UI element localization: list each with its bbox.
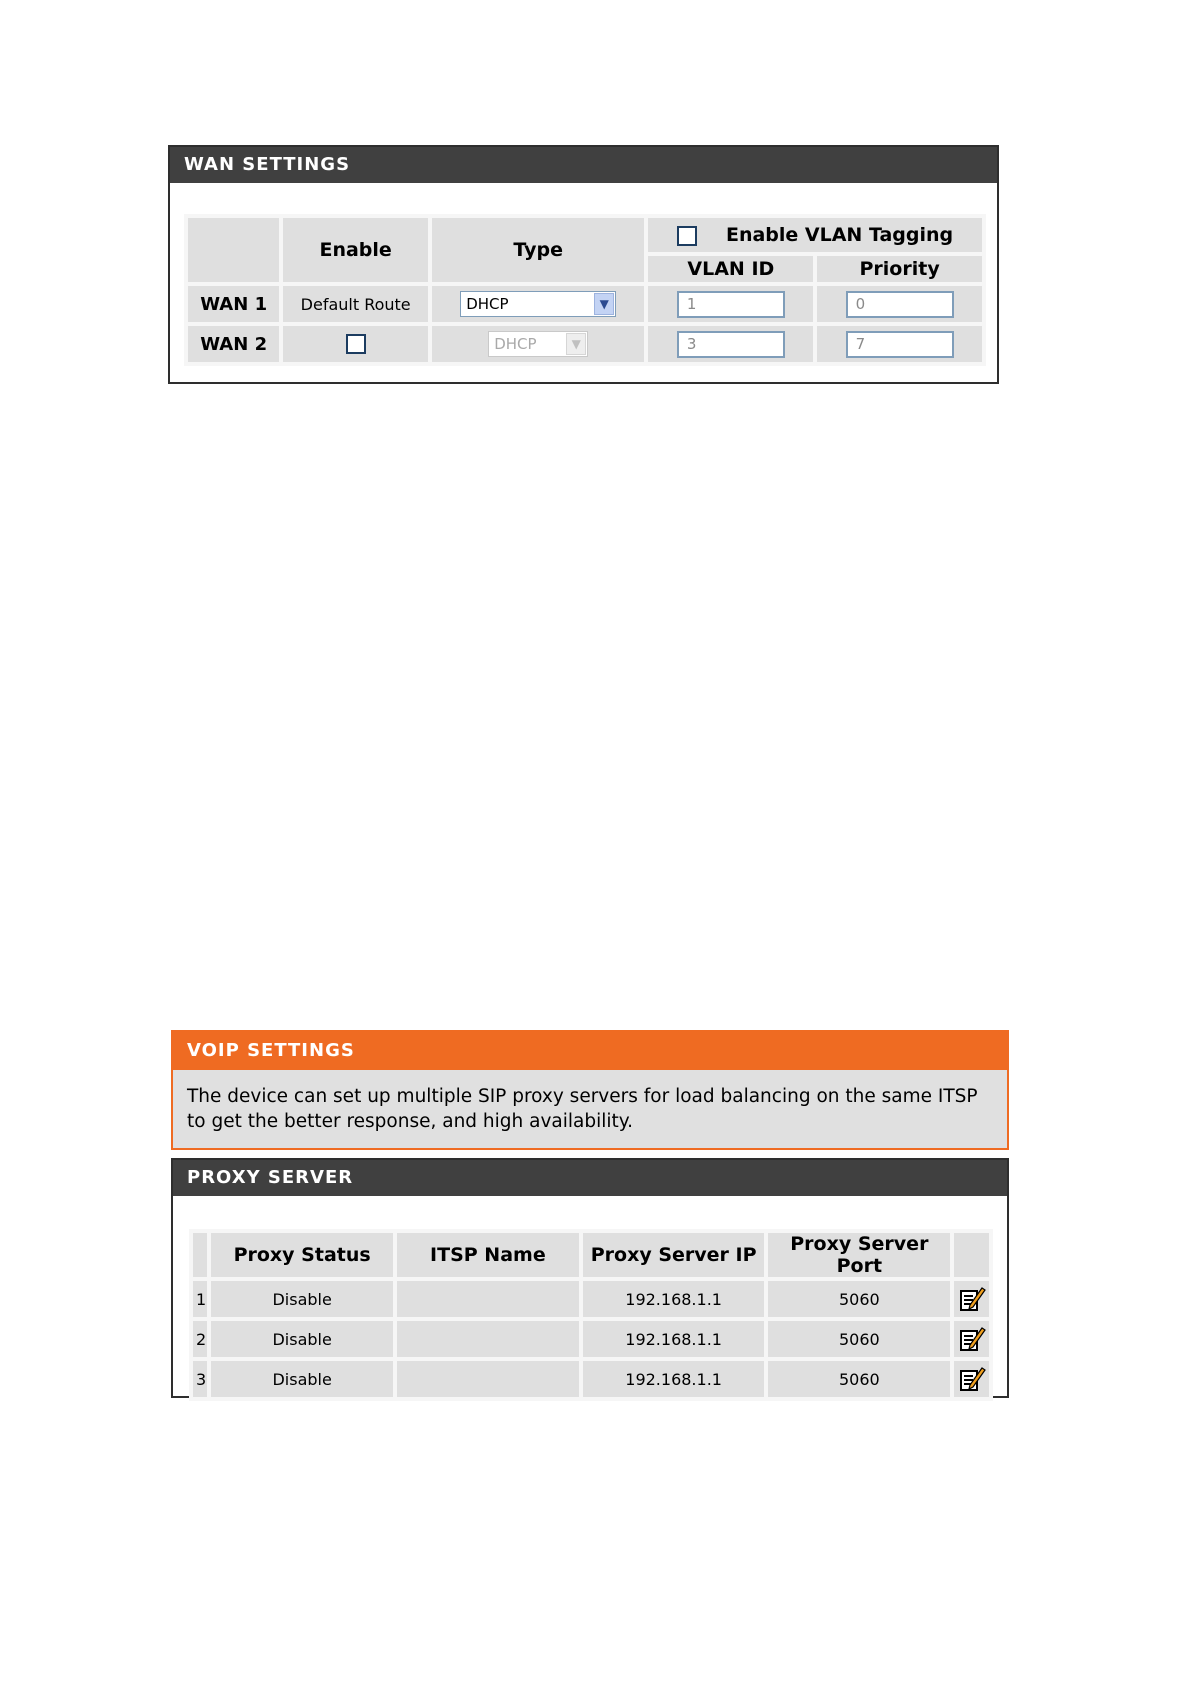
row-index: 1 (193, 1281, 207, 1317)
wan2-type-select[interactable] (488, 331, 588, 357)
proxy-header-index (193, 1233, 207, 1277)
wan1-type-select[interactable] (460, 291, 616, 317)
proxy-server-port: 5060 (768, 1281, 950, 1317)
row-index: 2 (193, 1321, 207, 1357)
wan-header-enable: Enable (283, 218, 428, 282)
proxy-status: Disable (211, 1321, 393, 1357)
itsp-name (397, 1361, 579, 1397)
wan1-default-route: Default Route (283, 286, 428, 322)
vlan-tagging-cell (648, 218, 982, 252)
wan-header-blank (188, 218, 279, 282)
proxy-header-ip: Proxy Server IP (583, 1233, 765, 1277)
table-row (193, 1281, 989, 1317)
wan-header-vlan-id: VLAN ID (648, 256, 813, 282)
wan1-priority-input[interactable]: 0 (846, 291, 954, 318)
chevron-down-icon: ▼ (594, 293, 614, 315)
proxy-server-ip: 192.168.1.1 (583, 1281, 765, 1317)
edit-button[interactable] (954, 1361, 989, 1397)
wan-header-type: Type (432, 218, 645, 282)
vlan-tagging-label: Enable VLAN Tagging (725, 224, 954, 246)
edit-button[interactable] (954, 1321, 989, 1357)
itsp-name (397, 1321, 579, 1357)
wan-header-priority: Priority (817, 256, 982, 282)
wan-settings-title: WAN SETTINGS (170, 147, 997, 183)
table-row (193, 1361, 989, 1397)
edit-button[interactable] (954, 1281, 989, 1317)
wan2-priority-input[interactable]: 7 (846, 331, 954, 358)
proxy-server-ip: 192.168.1.1 (583, 1321, 765, 1357)
proxy-server-port: 5060 (768, 1361, 950, 1397)
proxy-status: Disable (211, 1281, 393, 1317)
proxy-server-panel (171, 1158, 1009, 1398)
proxy-server-ip: 192.168.1.1 (583, 1361, 765, 1397)
voip-settings-title: VOIP SETTINGS (173, 1032, 1007, 1070)
chevron-down-icon: ▼ (566, 333, 586, 355)
row-index: 3 (193, 1361, 207, 1397)
itsp-name (397, 1281, 579, 1317)
edit-icon[interactable] (958, 1365, 986, 1393)
proxy-server-title: PROXY SERVER (173, 1160, 1007, 1196)
wan-row-2 (188, 326, 982, 362)
edit-icon[interactable] (958, 1325, 986, 1353)
edit-icon[interactable] (958, 1285, 986, 1313)
proxy-status: Disable (211, 1361, 393, 1397)
proxy-header-status: Proxy Status (211, 1233, 393, 1277)
wan2-label: WAN 2 (188, 326, 279, 362)
proxy-header-action (954, 1233, 989, 1277)
wan-table (184, 214, 986, 366)
wan1-label: WAN 1 (188, 286, 279, 322)
wan2-type-value: DHCP (494, 335, 537, 353)
wan-settings-panel (168, 145, 999, 384)
wan2-vlan-id-input[interactable]: 3 (677, 331, 785, 358)
wan1-vlan-id-input[interactable]: 1 (677, 291, 785, 318)
proxy-server-port: 5060 (768, 1321, 950, 1357)
table-row (193, 1321, 989, 1357)
proxy-header-itsp: ITSP Name (397, 1233, 579, 1277)
voip-settings-panel (171, 1030, 1009, 1150)
wan-row-1 (188, 286, 982, 322)
wan1-type-value: DHCP (466, 295, 509, 313)
proxy-header-port: Proxy Server Port (768, 1233, 950, 1277)
vlan-tagging-checkbox[interactable] (677, 226, 697, 246)
voip-description: The device can set up multiple SIP proxy servers for load balancing on the same ITSP to get the better response, and high availability. (187, 1086, 978, 1132)
wan2-enable-checkbox[interactable] (346, 334, 366, 354)
proxy-table (189, 1229, 993, 1401)
